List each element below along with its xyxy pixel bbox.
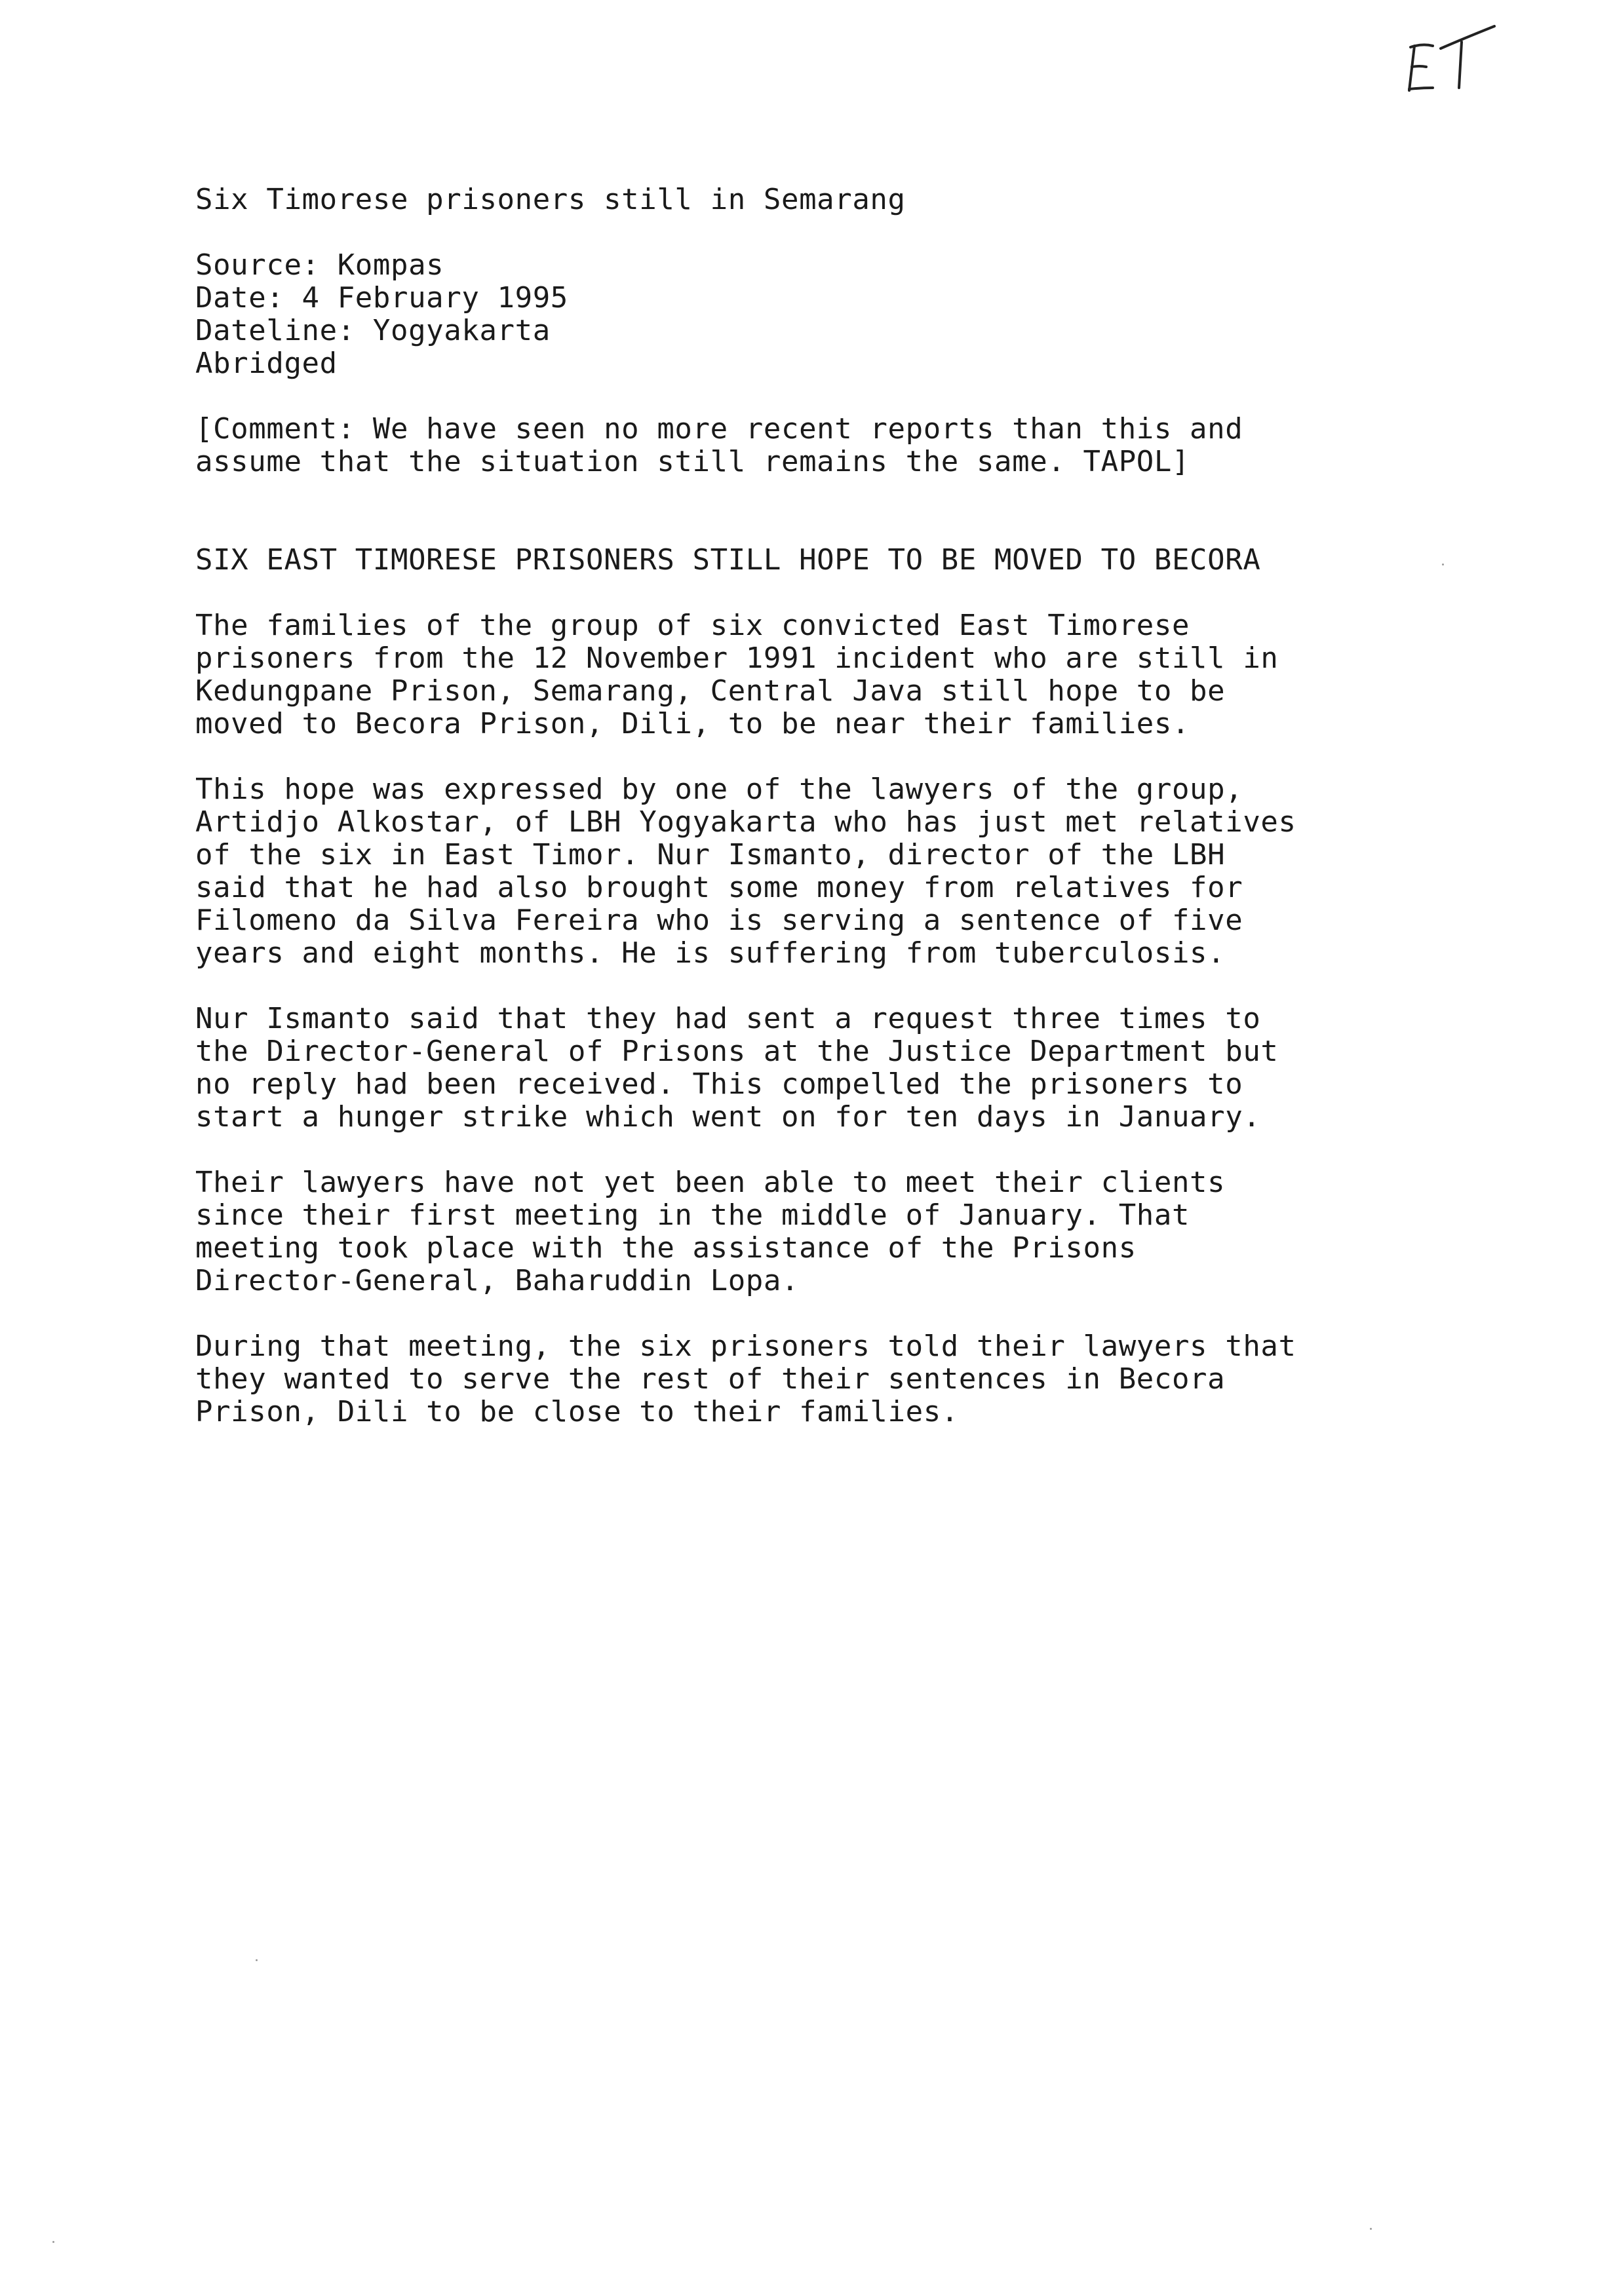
paragraph-line: Director-General, Baharuddin Lopa. (195, 1264, 800, 1297)
comment-line: assume that the situation still remains the same. TAPOL] (195, 445, 1190, 478)
paragraph-1 (195, 609, 1454, 740)
meta-date: Date: 4 February 1995 (195, 281, 568, 315)
paragraph-line: said that he had also brought some money from relatives for (195, 871, 1243, 904)
paragraph-line: they wanted to serve the rest of their sentences in Becora (195, 1362, 1226, 1396)
paragraph-line: no reply had been received. This compelled the prisoners to (195, 1067, 1243, 1101)
comment-line: [Comment: We have seen no more recent reports than this and (195, 412, 1243, 446)
paragraph-line: Their lawyers have not yet been able to meet their clients (195, 1166, 1226, 1199)
handwritten-initials-mark (1396, 20, 1501, 98)
document-title-block (195, 183, 1454, 216)
paragraph-line: This hope was expressed by one of the lawyers of the group, (195, 773, 1243, 806)
paragraph-line: since their first meeting in the middle of January. That (195, 1198, 1190, 1232)
article-headline: SIX EAST TIMORESE PRISONERS STILL HOPE TO BE MOVED TO BECORA (195, 543, 1261, 577)
paragraph-line: start a hunger strike which went on for ten days in January. (195, 1100, 1261, 1134)
document-body (195, 183, 1454, 1461)
paragraph-line: of the six in East Timor. Nur Ismanto, director of the LBH (195, 838, 1226, 871)
meta-note: Abridged (195, 347, 338, 380)
paragraph-line: the Director-General of Prisons at the Justice Department but (195, 1035, 1279, 1068)
paragraph-line: Artidjo Alkostar, of LBH Yogyakarta who has just met relatives (195, 805, 1296, 839)
paragraph-5 (195, 1330, 1454, 1428)
metadata-block (195, 249, 1454, 380)
paragraph-4 (195, 1166, 1454, 1297)
meta-source: Source: Kompas (195, 248, 444, 282)
paragraph-line: Prison, Dili to be close to their families. (195, 1395, 959, 1428)
scan-speck (256, 1959, 258, 1961)
scan-speck (52, 2241, 54, 2243)
paragraph-line: prisoners from the 12 November 1991 incident who are still in (195, 641, 1279, 675)
paragraph-3 (195, 1003, 1454, 1134)
paragraph-line: years and eight months. He is suffering from tuberculosis. (195, 936, 1226, 970)
paragraph-line: meeting took place with the assistance of the Prisons (195, 1231, 1137, 1265)
article-headline-block (195, 544, 1454, 577)
paragraph-line: moved to Becora Prison, Dili, to be near their families. (195, 707, 1190, 740)
paragraph-line: Nur Ismanto said that they had sent a request three times to (195, 1002, 1261, 1035)
paragraph-2 (195, 773, 1454, 970)
editorial-comment (195, 413, 1454, 478)
meta-dateline: Dateline: Yogyakarta (195, 314, 551, 347)
paragraph-line: During that meeting, the six prisoners told their lawyers that (195, 1330, 1296, 1363)
paragraph-line: The families of the group of six convicted East Timorese (195, 609, 1190, 642)
scan-speck (1442, 564, 1444, 565)
paragraph-line: Filomeno da Silva Fereira who is serving a sentence of five (195, 904, 1243, 937)
document-title: Six Timorese prisoners still in Semarang (195, 183, 906, 216)
paragraph-line: Kedungpane Prison, Semarang, Central Java still hope to be (195, 674, 1226, 708)
scan-speck (1370, 2228, 1372, 2230)
